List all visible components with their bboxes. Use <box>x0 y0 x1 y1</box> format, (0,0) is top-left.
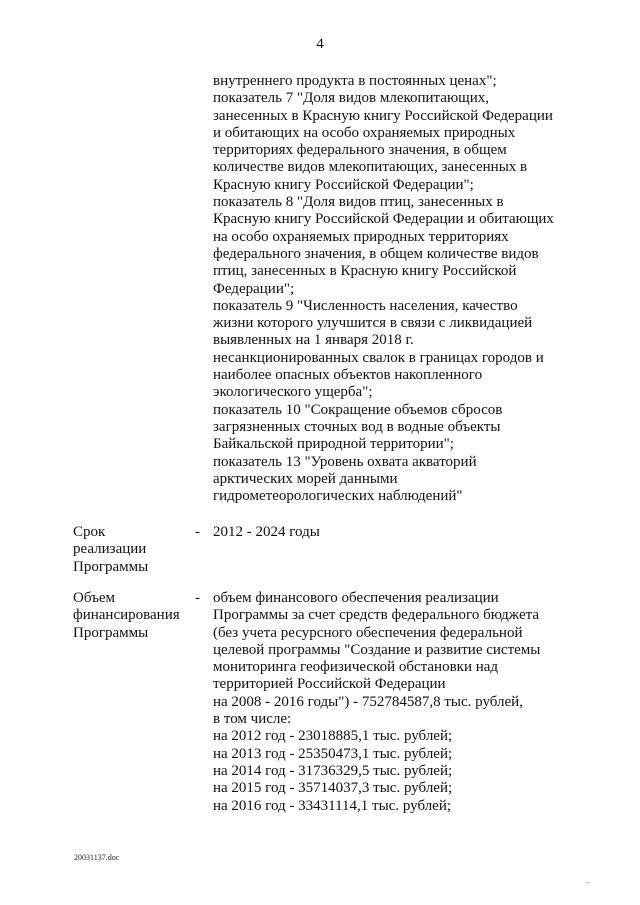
text-line: Красную книгу Российской Федерации и обитающих <box>213 211 554 228</box>
text-line: на 2013 год - 25350473,1 тыс. рублей; <box>213 745 453 762</box>
text-line: несанкционированных свалок в границах городов и <box>213 349 544 366</box>
text-line: показатель 10 "Сокращение объемов сбросов <box>213 401 503 418</box>
text-line: наиболее опасных объектов накопленного <box>213 367 483 384</box>
text-line: гидрометеорологических наблюдений" <box>213 488 463 505</box>
funding-text <box>213 590 553 815</box>
text-line: Красную книгу Российской Федерации"; <box>213 176 474 193</box>
text-line: занесенных в Красную книгу Российской Федерации <box>213 107 553 124</box>
term-label <box>73 524 148 576</box>
text-line: Федерации"; <box>213 280 295 297</box>
text-line: количестве видов млекопитающих, занесенных в <box>213 159 528 176</box>
text-line: на 2016 год - 33431114,1 тыс. рублей; <box>213 797 452 814</box>
label-line: Объем <box>73 590 115 606</box>
text-line: целевой программы "Создание и развитие системы <box>213 641 541 658</box>
text-line: жизни которого улучшится в связи с ликвидацией <box>213 315 533 332</box>
indicators-text <box>213 73 553 505</box>
text-line: (без учета ресурсного обеспечения федеральной <box>213 624 523 641</box>
page-number: 4 <box>316 36 324 52</box>
text-line: птиц, занесенных в Красную книгу Российской <box>213 263 517 280</box>
text-line: показатель 9 "Численность населения, качество <box>213 297 518 314</box>
text-line: и обитающих на особо охраняемых природных <box>213 124 516 141</box>
text-line: показатель 8 "Доля видов птиц, занесенных в <box>213 194 504 211</box>
text-line: 2012 - 2024 годы <box>213 524 320 540</box>
text-line: арктических морей данными <box>213 470 398 487</box>
text-line: загрязненных сточных вод в водные объекты <box>213 418 501 435</box>
label-line: реализации <box>73 541 147 558</box>
text-line: на 2014 год - 31736329,5 тыс. рублей; <box>213 762 453 779</box>
text-line: федерального значения, в общем количестве видов <box>213 245 539 262</box>
text-line: экологического ущерба"; <box>213 384 373 401</box>
text-line: на 2012 год - 23018885,1 тыс. рублей; <box>213 728 453 745</box>
text-line: Байкальской природной территории"; <box>213 436 454 453</box>
text-line: показатель 13 "Уровень охвата акваторий <box>213 453 477 470</box>
text-line: на 2015 год - 35714037,3 тыс. рублей; <box>213 780 453 797</box>
label-line: финансирования <box>73 607 180 624</box>
text-line: на 2008 - 2016 годы") - 752784587,8 тыс. рублей, <box>213 693 523 710</box>
text-line: показатель 7 "Доля видов млекопитающих, <box>213 90 489 107</box>
document-filename: 20031137.doc <box>74 853 120 862</box>
funding-dash: - <box>195 590 200 606</box>
label-line: Программы <box>73 558 149 575</box>
text-line: мониторинга геофизической обстановки над <box>213 659 499 676</box>
text-line: территорией Российской Федерации <box>213 676 446 693</box>
text-line: внутреннего продукта в постоянных ценах"; <box>213 73 497 89</box>
label-line: Срок <box>73 524 106 540</box>
funding-label <box>73 590 180 642</box>
text-line: территориях федерального значения, в общем <box>213 142 507 159</box>
text-line: Программы за счет средств федерального бюджета <box>213 607 540 624</box>
text-line: в том числе: <box>213 711 292 728</box>
text-line: выявленных на 1 января 2018 г. <box>213 332 414 349</box>
term-dash: - <box>195 524 200 540</box>
term-value <box>213 524 553 541</box>
label-line: Программы <box>73 624 149 641</box>
text-line: объем финансового обеспечения реализации <box>213 590 499 606</box>
scan-speck <box>587 882 588 883</box>
text-line: на особо охраняемых природных территориях <box>213 228 509 245</box>
